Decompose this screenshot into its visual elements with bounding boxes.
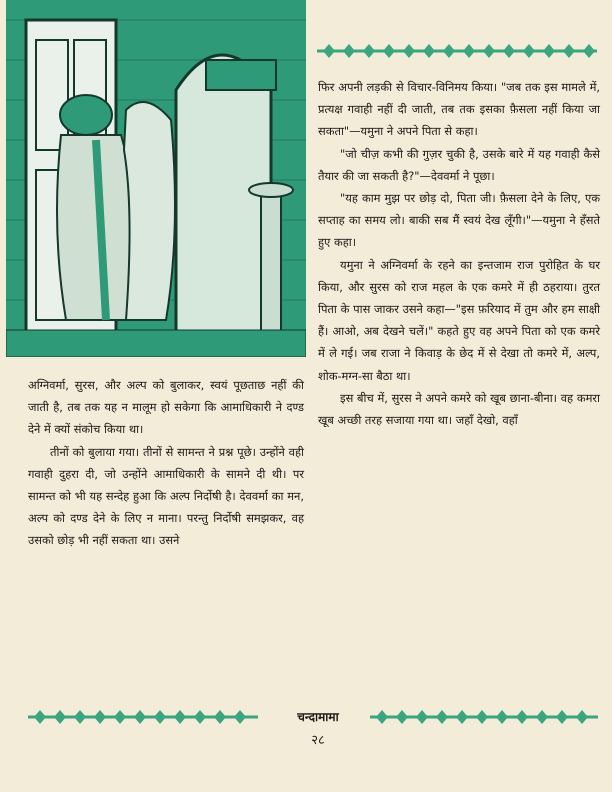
paragraph: "यह काम मुझ पर छोड़ दो, पिता जी। फ़ैसला देने के लिए, एक सप्ताह का समय लो। बाकी सब मैं स्वयं देख लूँगी।"—यमुना ने हँसते हुए कहा।: [318, 191, 600, 250]
paragraph: यमुना ने अग्निवर्मा के रहने का इन्तजाम राज पुरोहित के घर किया, और सुरस को राज महल के एक कमरे में ही ठहराया। तुरत पिता के पास जाकर उसने कहा—"इस फ़रियाद में तुम और हम साक्षी हैं। आओ, अब देखने चलें।" कहते हुए वह अपने पिता को एक कमरे में ले गई। जब राजा ने किवाड़ के छेद में से देखा तो कमरे में, अल्प, शोक-मग्न-सा बैठा था।: [318, 257, 600, 383]
paragraph: इस बीच में, सुरस ने अपने कमरे को खूब छाना-बीना। वह कमरा खूब अच्छी तरह सजाया गया था। जहाँ देखो, वहाँ: [318, 390, 600, 428]
page-number: २८: [311, 733, 325, 748]
decorative-border-bottom-right: [370, 706, 598, 728]
magazine-title: चन्दामामा: [297, 710, 339, 724]
paragraph: तीनों को बुलाया गया। तीनों से सामन्त ने प्रश्न पूछे। उन्होंने वही गवाही दुहरा दी, जो उन्होंने आमाधिकारी के सामने दी थी। पर सामन्त को भी यह सन्देह हुआ कि अल्प निर्दोषी है। देववर्मा का मन, अल्प को दण्ड देने के लिए न माना। परन्तु निर्दोषी समझकर, वह उसको छोड़ भी नहीं सकता था। उसने: [28, 444, 304, 548]
left-text-column: [28, 374, 304, 552]
paragraph: फिर अपनी लड़की से विचार-विनिमय किया। "जब तक इस मामले में, प्रत्यक्ष गवाही नहीं दी जाती, तब तक इसका फ़ैसला नहीं किया जा सकता"—यमुना ने अपने पिता से कहा।: [318, 80, 600, 139]
paragraph: अग्निवर्मा, सुरस, और अल्प को बुलाकर, स्वयं पूछताछ नहीं की जाती है, तब तक यह न मालूम हो सकेगा कि आमाधिकारी ने दण्ड देने में क्यों संकोच किया था।: [28, 378, 304, 437]
right-text-column: [318, 76, 600, 431]
decorative-border-bottom-left: [28, 706, 258, 728]
paragraph: "जो चीज़ कभी की गुज़र चुकी है, उसके बारे में यह गवाही कैसे तैयार की जा सकती है?"—देववर्मा ने पूछा।: [318, 146, 600, 183]
illustration-men-at-door-icon: [6, 0, 306, 357]
decorative-border-top: [317, 40, 597, 62]
story-illustration: [6, 0, 306, 357]
